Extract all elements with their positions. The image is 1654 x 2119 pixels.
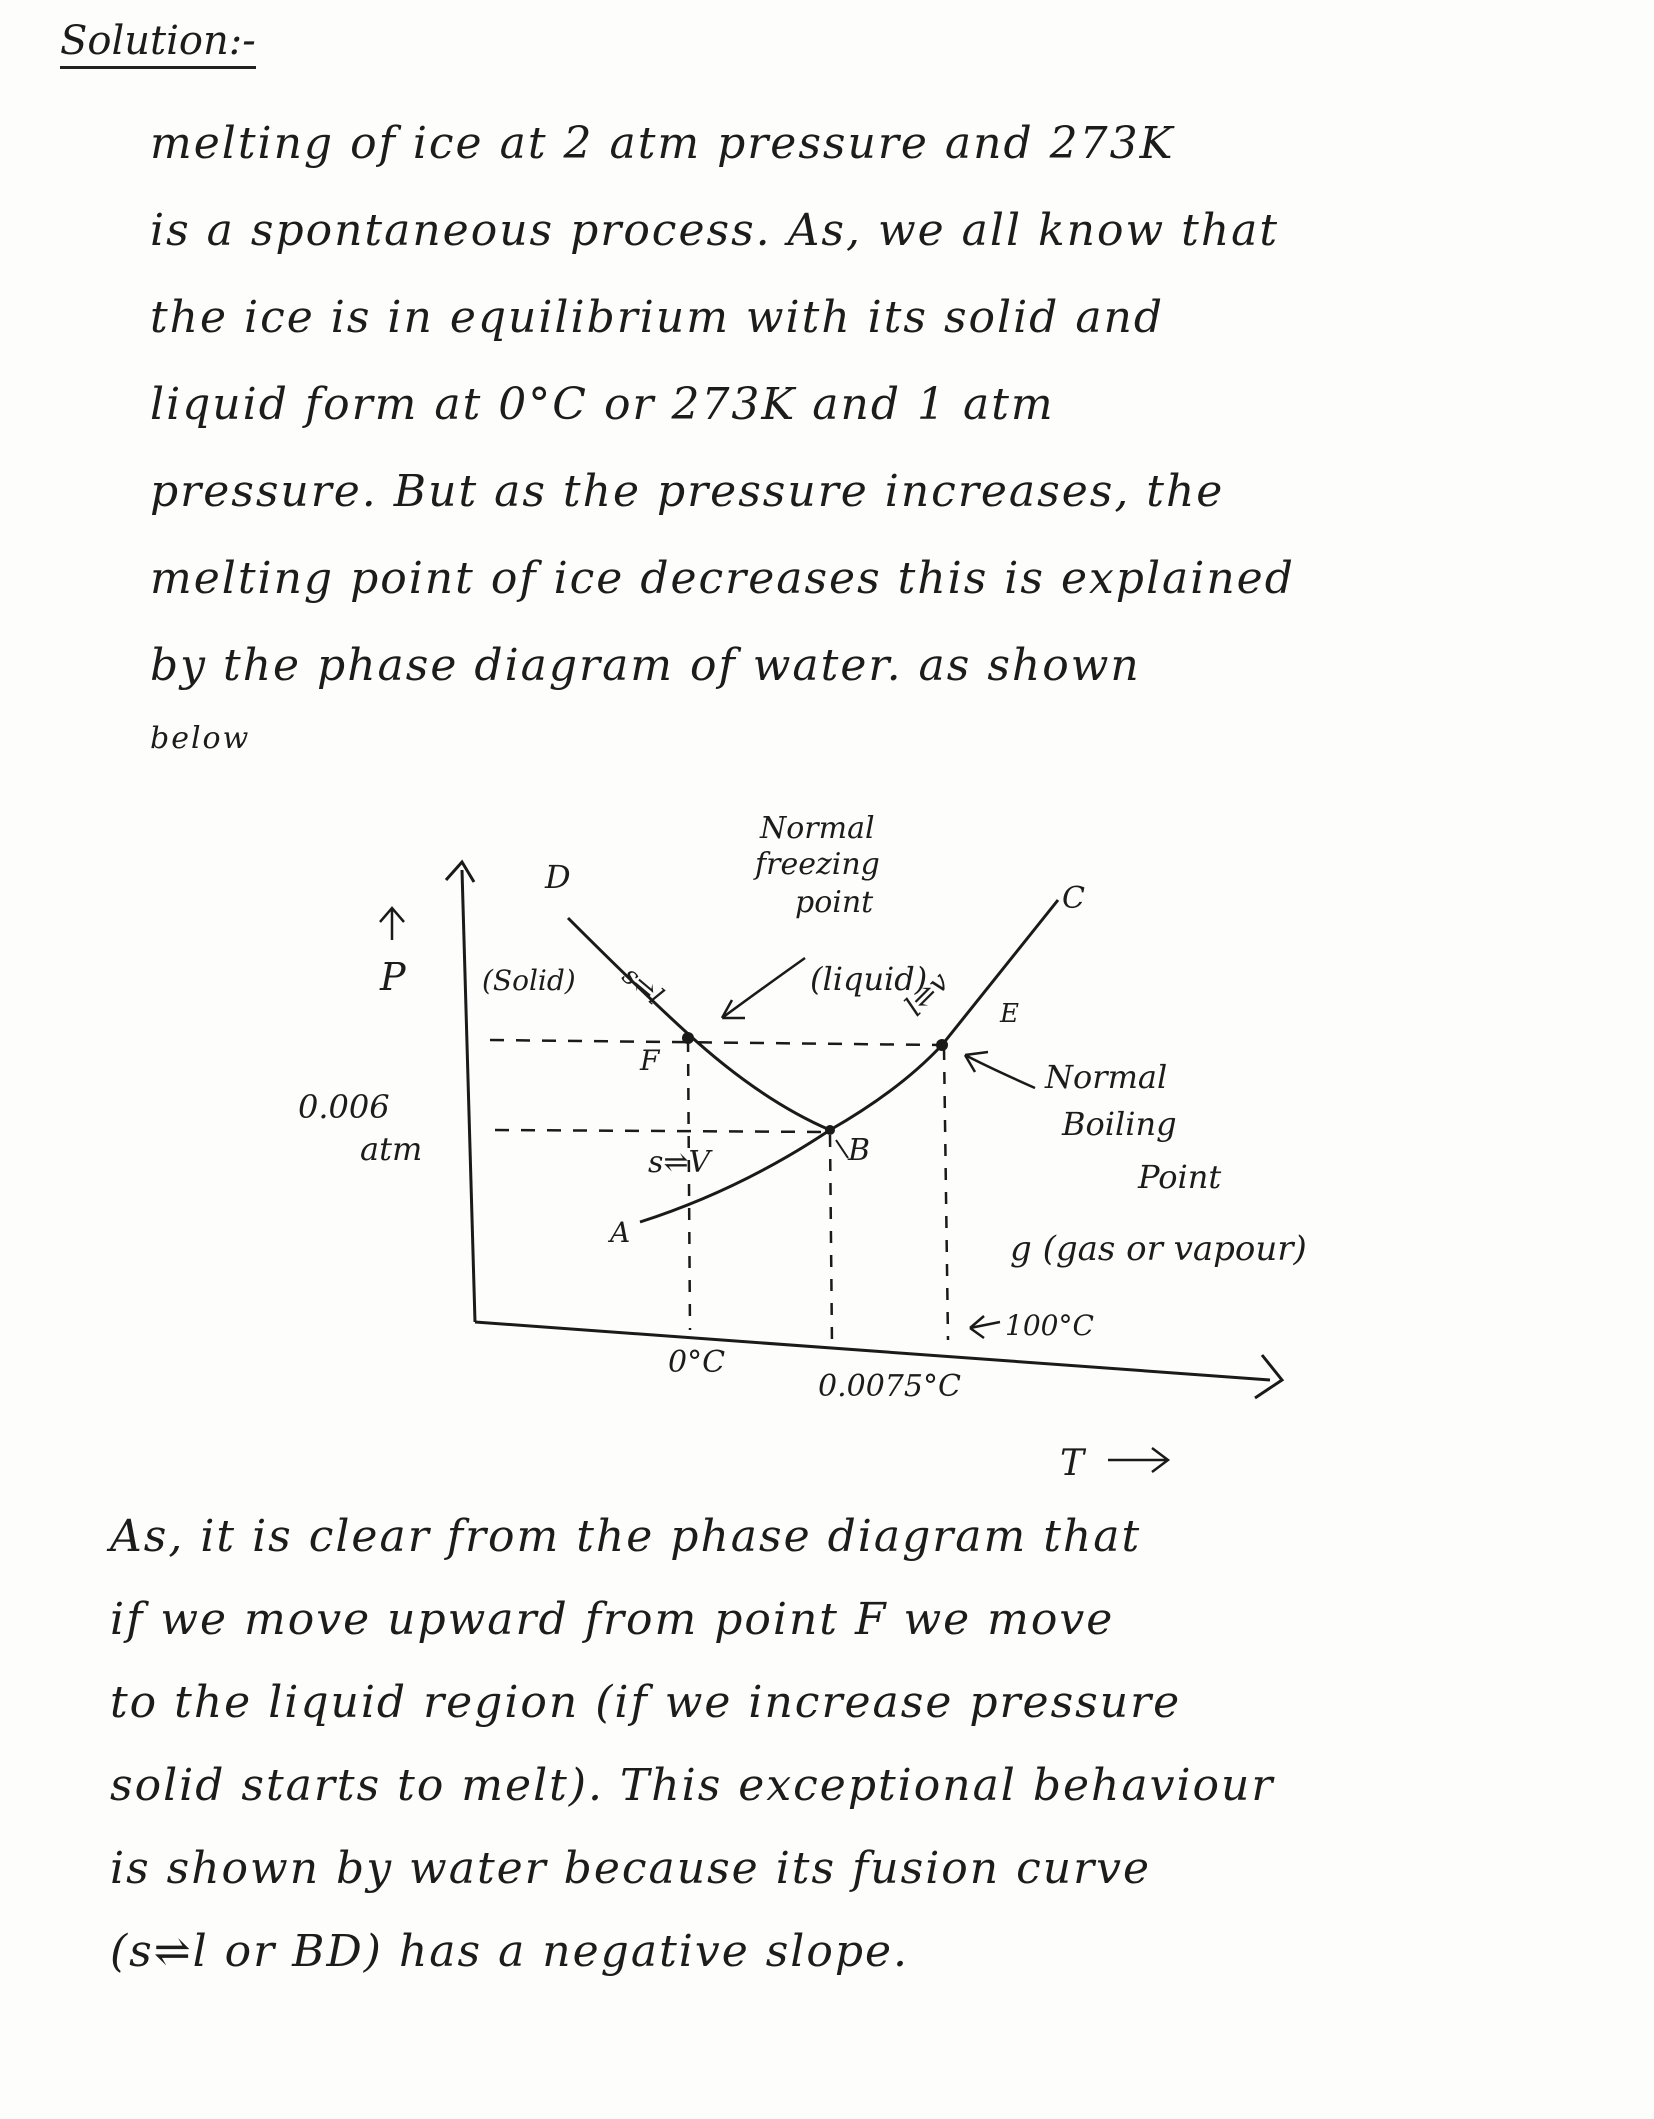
point-F-dot [682, 1032, 694, 1044]
label-s-l-equilibrium: s⇌l [616, 960, 669, 1012]
boiling-point-arrow [965, 1052, 1035, 1088]
point-B-dot [825, 1125, 835, 1135]
paragraph-line: melting of ice at 2 atm pressure and 273K [150, 118, 1175, 169]
paragraph-line: is shown by water because its fusion curve [110, 1843, 1152, 1894]
fusion-curve-BD [568, 918, 830, 1130]
paragraph-line: liquid form at 0°C or 273K and 1 atm [150, 379, 1055, 430]
label-gas-region: g (gas or vapour) [1010, 1229, 1307, 1269]
axis-label-p: P [380, 955, 406, 999]
label-point-C: C [1062, 881, 1085, 916]
label-normal-boiling: Point [1138, 1158, 1222, 1196]
label-point-F: F [640, 1044, 660, 1077]
label-point-E: E [1000, 999, 1019, 1029]
label-pressure-unit: atm [360, 1130, 423, 1168]
arrow-t-axis [1108, 1448, 1168, 1472]
label-l-v-equilibrium: l⇌v [898, 965, 956, 1023]
vaporization-curve-BC [830, 900, 1058, 1130]
paragraph-line: As, it is clear from the phase diagram that [110, 1511, 1142, 1562]
paragraph-line: the ice is in equilibrium with its solid and [150, 292, 1165, 343]
paragraph-line: melting point of ice decreases this is explained [150, 553, 1295, 604]
explanation-paragraph [110, 1495, 1610, 1993]
intro-paragraph [150, 100, 1590, 769]
solution-heading: Solution:- [60, 18, 256, 69]
label-normal-boiling: Boiling [1062, 1105, 1177, 1143]
label-point-B: B [848, 1133, 871, 1168]
tick-00075c: 0.0075°C [818, 1369, 961, 1404]
label-point-A: A [610, 1216, 631, 1249]
label-pressure-value: 0.006 [298, 1088, 390, 1126]
tick-100c: 100°C [1005, 1309, 1094, 1342]
paragraph-line: (s⇌l or BD) has a negative slope. [110, 1926, 910, 1977]
x-axis-arrow [1255, 1355, 1282, 1398]
arrow-100c [970, 1316, 1000, 1338]
label-solid-region: (Solid) [482, 964, 576, 997]
label-point-D: D [545, 858, 571, 896]
label-liquid-region: (liquid) [810, 960, 928, 998]
y-axis-arrow [446, 862, 474, 882]
freezing-point-arrow [722, 958, 805, 1018]
point-E-dot [936, 1039, 948, 1051]
paragraph-line: is a spontaneous process. As, we all know that [150, 205, 1280, 256]
paragraph-line: to the liquid region (if we increase pressure [110, 1677, 1182, 1728]
tick-0c: 0°C [668, 1345, 726, 1380]
dashed-line-1atm [490, 1040, 940, 1045]
dashed-line-00075c [830, 1135, 832, 1345]
paragraph-line: by the phase diagram of water. as shown [150, 640, 1141, 691]
label-normal-freezing: point [795, 885, 874, 920]
axis-label-t: T [1060, 1443, 1085, 1484]
arrow-p-axis [380, 908, 404, 940]
y-axis [462, 870, 475, 1322]
phase-diagram [0, 780, 1654, 1500]
dashed-line-0c [688, 1040, 690, 1330]
label-normal-freezing: Normal [760, 811, 875, 846]
paragraph-line: if we move upward from point F we move [110, 1594, 1115, 1645]
paragraph-line: below [150, 721, 251, 756]
paragraph-line: pressure. But as the pressure increases, the [150, 466, 1225, 517]
dashed-line-0006atm [495, 1130, 830, 1132]
label-normal-freezing: freezing [755, 847, 880, 882]
label-normal-boiling: Normal [1045, 1058, 1168, 1096]
paragraph-line: solid starts to melt). This exceptional behaviour [110, 1760, 1275, 1811]
label-s-v-equilibrium: s⇌V [648, 1145, 711, 1180]
arrow-B [836, 1140, 848, 1158]
dashed-line-100c [944, 1048, 948, 1340]
